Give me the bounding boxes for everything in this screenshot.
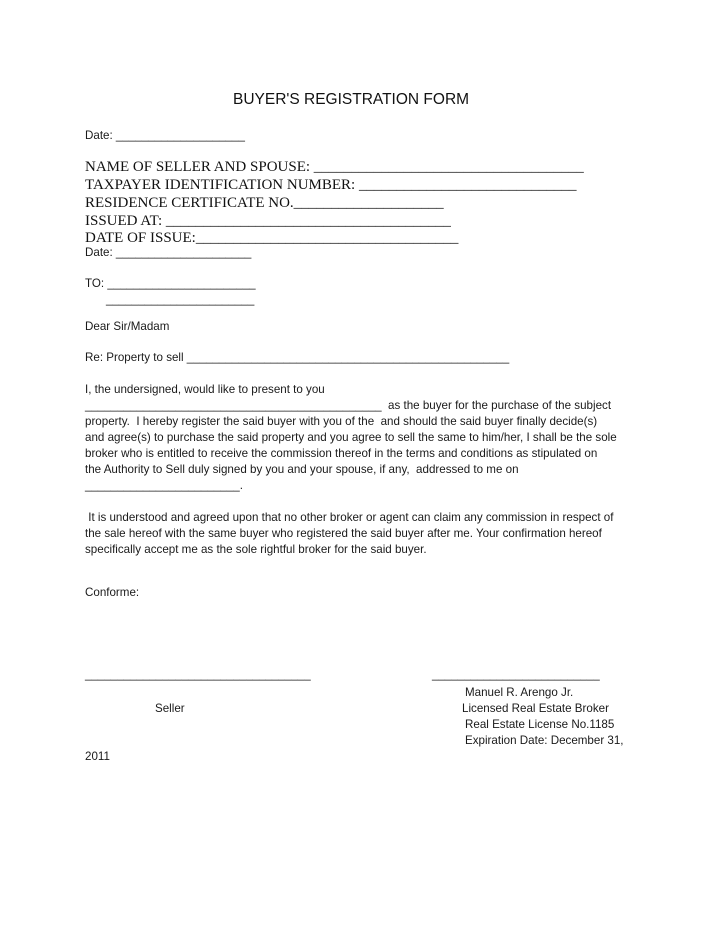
broker-license: Real Estate License No.1185	[465, 718, 615, 731]
date-field-second[interactable]: Date: _____________________	[85, 246, 252, 259]
body-para-2-line: the sale hereof with the same buyer who registered the said buyer after me. Your confirmation hereof	[85, 527, 602, 540]
to-field-line-2[interactable]: _______________________	[106, 293, 255, 306]
broker-name: Manuel R. Arengo Jr.	[465, 686, 574, 699]
body-para-1-line: broker who is entitled to receive the commission thereof in the terms and conditions as stipulated on	[85, 447, 598, 460]
body-para-1-line: I, the undersigned, would like to present to you	[85, 383, 325, 396]
broker-license-expiration: Expiration Date: December 31,	[465, 734, 624, 747]
expiration-year: 2011	[85, 750, 110, 763]
body-para-1-line: and agree(s) to purchase the said property and you agree to sell the same to him/her, I shall be the sole	[85, 431, 617, 444]
salutation: Dear Sir/Madam	[85, 320, 170, 333]
body-para-1-line: the Authority to Sell duly signed by you and your spouse, if any, addressed to me on	[85, 463, 519, 476]
issued-at-field[interactable]: ISSUED AT: ______________________________________	[85, 213, 451, 229]
body-para-1-line: ________________________.	[85, 479, 243, 492]
date-of-issue-field[interactable]: DATE OF ISSUE:___________________________________	[85, 230, 459, 246]
body-para-2-line: It is understood and agreed upon that no other broker or agent can claim any commission in respect of	[85, 511, 614, 524]
broker-title: Licensed Real Estate Broker	[462, 702, 609, 715]
body-para-2-line: specifically accept me as the sole rightful broker for the said buyer.	[85, 543, 427, 556]
body-para-1-line: ______________________________________________ as the buyer for the purchase of the subject	[85, 399, 612, 412]
tin-field[interactable]: TAXPAYER IDENTIFICATION NUMBER: _____________________________	[85, 177, 577, 193]
seller-name-field[interactable]: NAME OF SELLER AND SPOUSE: ____________________________________	[85, 159, 584, 175]
body-para-1-line: property. I hereby register the said buyer with you of the and should the said buyer finally decide(s)	[85, 415, 598, 428]
date-field-top[interactable]: Date: ____________________	[85, 129, 245, 142]
form-title: BUYER'S REGISTRATION FORM	[233, 91, 470, 108]
re-property-field[interactable]: Re: Property to sell __________________________________________________	[85, 351, 510, 364]
broker-signature-line[interactable]: __________________________	[432, 668, 600, 681]
to-field-line-1[interactable]: TO: _______________________	[85, 277, 256, 290]
seller-signature-line[interactable]: ___________________________________	[85, 668, 311, 681]
residence-certificate-field[interactable]: RESIDENCE CERTIFICATE NO.____________________	[85, 195, 444, 211]
conforme-label: Conforme:	[85, 586, 140, 599]
seller-label: Seller	[155, 702, 185, 715]
